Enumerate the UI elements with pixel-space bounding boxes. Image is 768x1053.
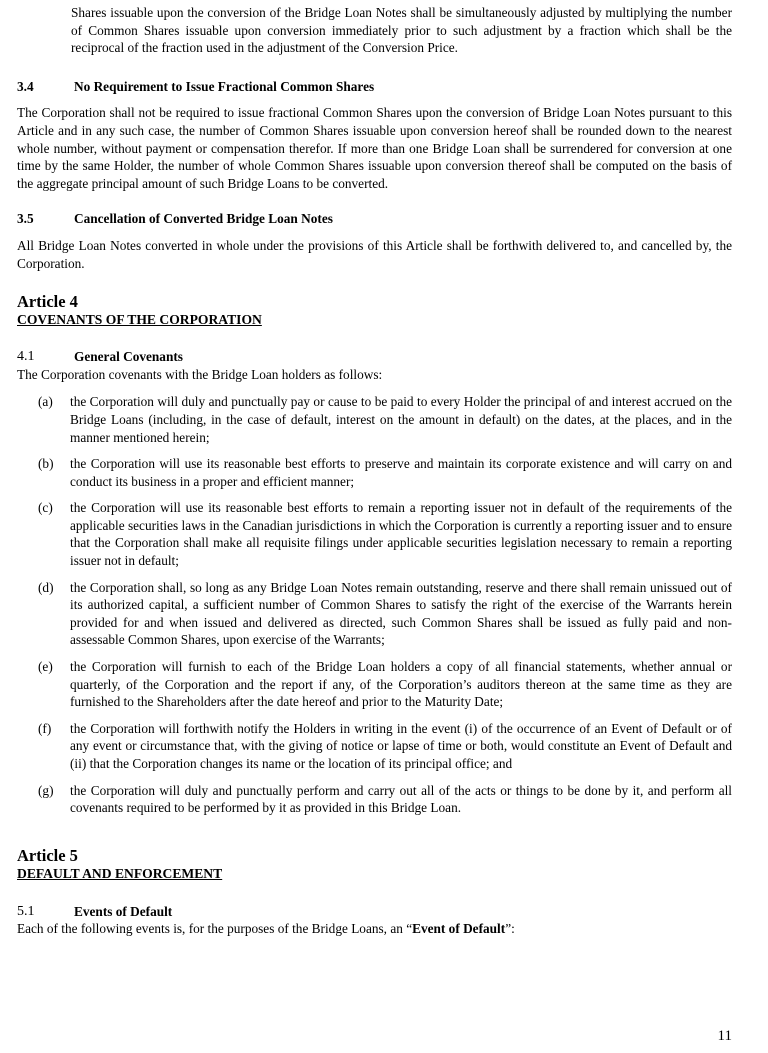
- page-number: 11: [717, 1028, 732, 1044]
- section-number: 5.1: [17, 903, 35, 919]
- section-4-1-heading: [17, 348, 732, 366]
- section-number: 3.4: [17, 78, 34, 94]
- section-4-1-lead: The Corporation covenants with the Bridge Loan holders as follows:: [17, 366, 383, 382]
- item-text: the Corporation shall, so long as any Bridge Loan Notes remain outstanding, reserve and there shall remain unissued out of its authorized capital, a sufficient number of Common Shares to satisfy the right of the exercise of the Warrants herein provided for and when issued and delivered as directed, such Common Shares shall be issued as fully paid and non-assessable Common Shares, upon exercise of the Warrants;: [70, 579, 732, 648]
- section-title: Cancellation of Converted Bridge Loan Notes: [74, 211, 333, 227]
- list-item: [17, 393, 732, 446]
- lead-text: Each of the following events is, for the purposes of the Bridge Loans, an “: [17, 921, 413, 937]
- section-5-1-heading: [17, 903, 732, 921]
- section-title: No Requirement to Issue Fractional Common Shares: [74, 78, 375, 94]
- section-title: Events of Default: [74, 903, 173, 919]
- defined-term: Event of Default: [412, 921, 506, 937]
- document-page: [17, 4, 732, 938]
- item-label: (c): [38, 500, 53, 516]
- list-item: [17, 720, 732, 773]
- item-label: (g): [38, 782, 54, 798]
- section-title: General Covenants: [74, 349, 183, 365]
- item-label: (a): [38, 394, 53, 410]
- item-label: (d): [38, 579, 54, 595]
- list-item: [17, 579, 732, 649]
- section-3-5-body: All Bridge Loan Notes converted in whole under the provisions of this Article shall be forthwith delivered to, and cancelled by, the Corporation.: [17, 237, 732, 271]
- section-3-5-heading: [17, 210, 732, 228]
- list-item: [17, 782, 732, 817]
- list-item: [17, 455, 732, 490]
- item-text: the Corporation will use its reasonable best efforts to remain a reporting issuer not in default of the requirements of the applicable securities laws in the Canadian jurisdictions in which the Corporation is currently a reporting issuer and to ensure that the Corporation shall make all requisite filings under applicable securities legislation necessary to remain a reporting issuer not in default;: [70, 500, 732, 569]
- section-3-4-heading: [17, 78, 732, 96]
- intro-paragraph: Shares issuable upon the conversion of the Bridge Loan Notes shall be simultaneously adjusted by multiplying the number of Common Shares issuable upon conversion immediately prior to such adjustment by a fraction which shall be the reciprocal of the fraction used in the adjustment of the Conversion Price.: [71, 5, 732, 56]
- article-4-title: Article 4: [17, 292, 78, 312]
- section-5-1-lead: [17, 920, 732, 938]
- item-text: the Corporation will furnish to each of the Bridge Loan holders a copy of all financial statements, whether annual or quarterly, of the Corporation and the report if any, of the Corporation’s auditors thereon at the same time as they are furnished to the Shareholders after the date hereof and prior to the Maturity Date;: [70, 659, 732, 710]
- item-text: the Corporation will use its reasonable best efforts to preserve and maintain its corporate existence and will carry on and conduct its business in a proper and efficient manner;: [70, 456, 732, 489]
- item-text: the Corporation will forthwith notify the Holders in writing in the event (i) of the occurrence of an Event of Default or of any event or circumstance that, with the giving of notice or lapse of time or both, would constitute an Event of Default and (ii) that the Corporation changes its name or the location of its principal office; and: [70, 720, 732, 771]
- item-text: the Corporation will duly and punctually perform and carry out all of the acts or things to be done by it, and perform all covenants required to be performed by it as provided in this Bridge Loan.: [70, 782, 732, 816]
- covenant-list: [17, 393, 732, 816]
- list-item: [17, 658, 732, 711]
- section-3-4-body: The Corporation shall not be required to issue fractional Common Shares upon the conversion of Bridge Loan Notes pursuant to this Article and in any such case, the number of Common Shares issuable upon conversion hereof shall be rounded down to the nearest whole number, without payment or compensation therefor. If more than one Bridge Loan shall be surrendered for conversion at one time by the same Holder, the number of whole Common Shares issuable upon conversion thereof shall be computed on the basis of the aggregate principal amount of such Bridge Loans to be converted.: [17, 105, 732, 191]
- item-text: the Corporation will duly and punctually pay or cause to be paid to every Holder the principal of and interest accrued on the Bridge Loans (including, in the case of default, interest on the amount in default) on the dates, at the places, and in the manner mentioned herein;: [70, 394, 732, 445]
- item-label: (e): [38, 659, 53, 675]
- list-item: [17, 499, 732, 569]
- section-number: 4.1: [17, 349, 35, 365]
- section-number: 3.5: [17, 211, 34, 227]
- item-label: (f): [38, 720, 52, 736]
- article-5-subtitle: DEFAULT AND ENFORCEMENT: [17, 865, 223, 881]
- article-4-subtitle: COVENANTS OF THE CORPORATION: [17, 312, 262, 328]
- lead-text-end: ”:: [505, 921, 515, 937]
- item-label: (b): [38, 456, 54, 472]
- article-5-title: Article 5: [17, 845, 78, 865]
